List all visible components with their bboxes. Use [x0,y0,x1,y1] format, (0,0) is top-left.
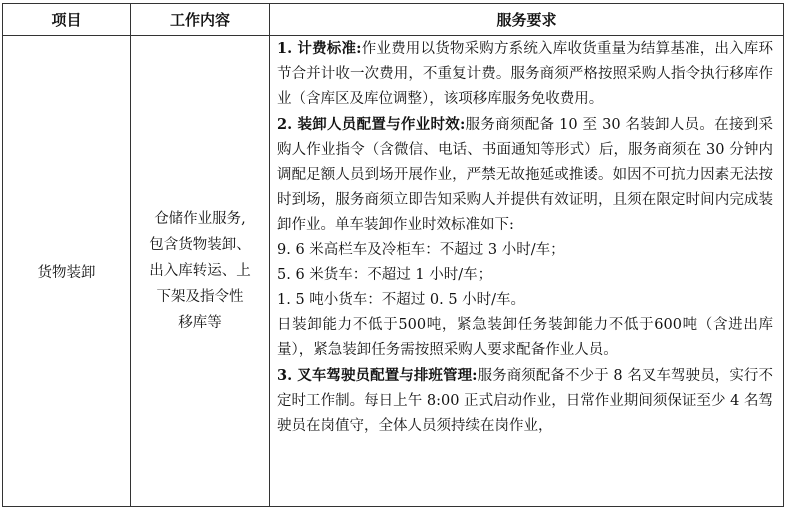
capacity-text: 日装卸能力不低于500吨，紧急装卸任务装卸能力不低于600吨（含进出库量），紧急装卸任务需按照采购人要求配备作业人员。 [277,317,773,358]
header-row [3,4,784,36]
section-staffing-title: 2. 装卸人员配置与作业时效: [277,116,466,133]
work-line: 出入库转运、上 [149,263,251,279]
item-cell: 货物装卸 [3,36,131,507]
section-billing [277,36,773,112]
time-standard-line: 5. 6 米货车：不超过 1 小时/车； [277,267,493,283]
section-staffing-text: 服务商须配备 10 至 30 名装卸人员。在接到采购人作业指令（含微信、电话、书面通知等形式）后，服务商须在 30 分钟内调配足额人员到场开展作业，严禁无故拖延或推诿。如因不可抗力因素无法按时到场，服务商须立即告知采购人并提供有效证明，且须在限定时间内完成装卸作业。单车装卸作业时效标准如下: [277,117,773,233]
header-service-requirements: 服务要求 [270,4,784,36]
section-billing-title: 1. 计费标准: [277,40,362,57]
time-standard-line: 1. 5 吨小货车：不超过 0. 5 小时/车。 [277,292,526,308]
requirements-cell [270,36,784,507]
work-line: 包含货物装卸、 [149,237,251,253]
section-forklift [277,363,773,439]
work-line: 移库等 [178,315,222,331]
header-item: 项目 [3,4,131,36]
section-staffing [277,112,773,238]
time-standard-line: 9. 6 米高栏车及冷柜车：不超过 3 小时/车； [277,242,565,258]
work-content-cell [131,36,270,507]
service-table [2,3,784,507]
work-line: 下架及指令性 [156,289,244,305]
table-row [3,36,784,507]
section-billing-text: 作业费用以货物采购方系统入库收货重量为结算基准，出入库环节合并计收一次费用，不重复计费。服务商须严格按照采购人指令执行移库作业（含库区及库位调整），该项移库服务免收费用。 [277,41,773,107]
section-forklift-text: 服务商须配备不少于 8 名叉车驾驶员，实行不定时工作制。每日上午 8:00 正式启动作业，日常作业期间须保证至少 4 名驾驶员在岗值守，全体人员须持续在岗作业， [277,368,773,434]
work-line: 仓储作业服务, [154,211,246,227]
section-forklift-title: 3. 叉车驾驶员配置与排班管理: [277,367,478,384]
header-work-content: 工作内容 [131,4,270,36]
